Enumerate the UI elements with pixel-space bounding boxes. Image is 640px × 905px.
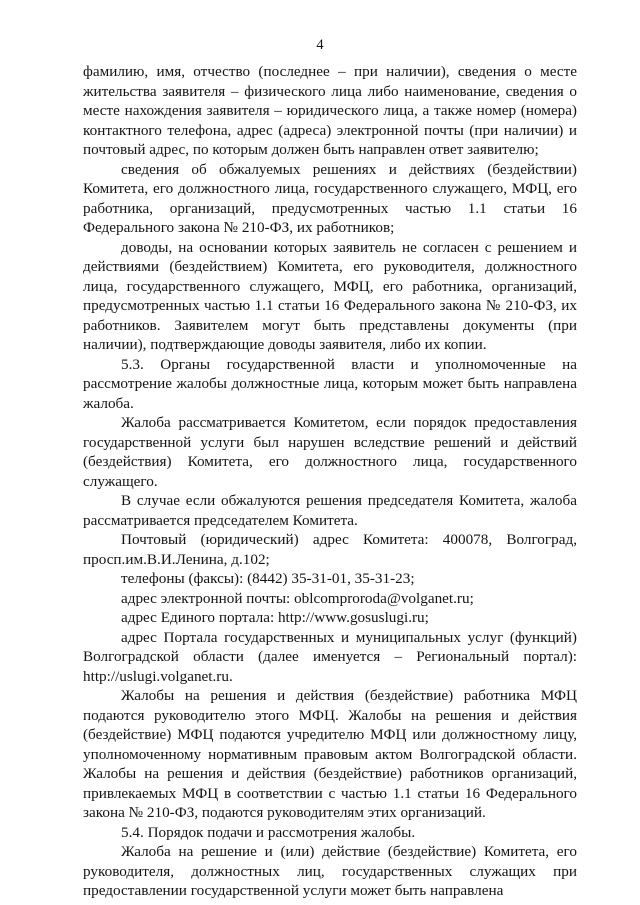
page-number: 4 (316, 37, 324, 53)
paragraph-complaint-considered: Жалоба рассматривается Комитетом, если порядок предоставления государственной услуги был нарушен вследствие решений и действий (бездействия) Комитета, его должностного лица, государственного служащего. (83, 414, 577, 490)
paragraph-complaint-submission: Жалоба на решение и (или) действие (бездействие) Комитета, его руководителя, должностных лиц, государственных служащих при предоставлении государственной услуги может быть направлена (83, 843, 577, 899)
paragraph-appealed-decisions: сведения об обжалуемых решениях и действиях (бездействии) Комитета, его должностного лица, государственного служащего, МФЦ, его работника, организаций, предусмотренных частью 1.1 статьи 16 Федерального закона № 210-ФЗ, их работников; (83, 160, 577, 236)
document-body (83, 62, 577, 901)
paragraph-unified-portal: адрес Единого портала: http://www.gosuslugi.ru; (121, 609, 429, 626)
paragraph-mfc-complaints: Жалобы на решения и действия (бездействие) работника МФЦ подаются руководителю этого МФЦ. Жалобы на решения и действия (бездействие) МФЦ подаются учредителю МФЦ или должностному лицу, уполномоченному нормативным правовым актом Волгоградской области. Жалобы на решения и действия (бездействие) работников организаций, привлекаемых МФЦ в соответствии с частью 1.1 статьи 16 Федерального закона № 210-ФЗ, подаются руководителям этих организаций. (83, 687, 577, 821)
paragraph-arguments: доводы, на основании которых заявитель не согласен с решением и действиями (бездействием) Комитета, его руководителя, должностного лица, государственного служащего, МФЦ, его работника, организаций, предусмотренных частью 1.1 статьи 16 Федерального закона № 210-ФЗ, их работников. Заявителем могут быть представлены документы (при наличии), подтверждающие доводы заявителя, либо их копии. (83, 238, 577, 353)
paragraph-applicant-info: фамилию, имя, отчество (последнее – при наличии), сведения о месте жительства заявителя – физического лица либо наименование, сведения о месте нахождения заявителя – юридического лица, а также номер (номера) контактного телефона, адрес (адреса) электронной почты (при наличии) и почтовый адрес, по которым должен быть направлен ответ заявителю; (83, 63, 577, 158)
paragraph-email: адрес электронной почты: oblcomproroda@volganet.ru; (121, 589, 474, 607)
paragraph-phones: телефоны (факсы): (8442) 35-31-01, 35-31-23; (121, 570, 415, 587)
section-5-3-heading: 5.3. Органы государственной власти и уполномоченные на рассмотрение жалобы должностные лица, которым может быть направлена жалоба. (83, 355, 577, 412)
paragraph-postal-address: Почтовый (юридический) адрес Комитета: 400078, Волгоград, просп.им.В.И.Ленина, д.102; (83, 531, 577, 568)
paragraph-regional-portal: адрес Портала государственных и муниципальных услуг (функций) Волгоградской области (далее именуется – Региональный портал): http://uslugi.volganet.ru. (83, 628, 577, 685)
paragraph-chairman-case: В случае если обжалуются решения председателя Комитета, жалоба рассматривается председателем Комитета. (83, 492, 577, 529)
section-5-4-heading: 5.4. Порядок подачи и рассмотрения жалобы. (121, 823, 416, 841)
